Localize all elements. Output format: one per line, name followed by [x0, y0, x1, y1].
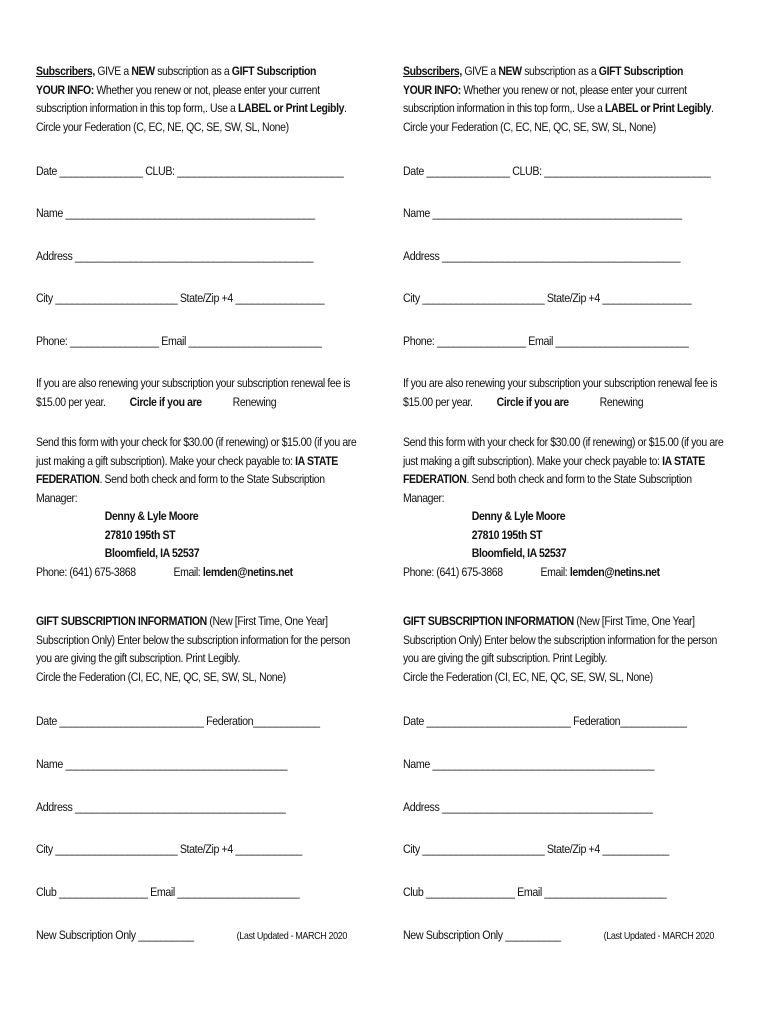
date-club-field[interactable]: Date _______________ CLUB: ______________________________	[36, 164, 344, 178]
intro-text: .	[711, 101, 714, 115]
gift-text: Subscription Only) Enter below the subscription information for the person	[403, 632, 717, 647]
renewal-fee: $15.00 per year.	[403, 394, 473, 409]
new-label: NEW	[131, 64, 155, 78]
manager-phone: Phone: (641) 675-3868	[36, 564, 136, 579]
gift-text: you are giving the gift subscription. Print Legibly.	[36, 651, 240, 665]
payee-label: IA STATE	[295, 453, 338, 468]
manager-street: 27810 195th ST	[104, 527, 176, 542]
gift-heading: GIFT SUBSCRIPTION INFORMATION	[36, 614, 207, 628]
new-subscription-blank[interactable]: New Subscription Only __________	[403, 928, 561, 942]
manager-email: lemden@netins.net	[569, 564, 660, 579]
manager-email: lemden@netins.net	[202, 564, 293, 579]
date-club-field[interactable]: Date _______________ CLUB: ______________________________	[403, 164, 711, 178]
send-block	[36, 433, 408, 581]
gift-text: Subscription Only) Enter below the subscription information for the person	[36, 632, 350, 647]
subscribers-label: Subscribers,	[403, 64, 462, 78]
circle-federation-text: Circle your Federation (C, EC, NE, QC, SE, SW, SL, None)	[403, 119, 656, 134]
intro-text: subscription information in this top form,. Use a	[36, 101, 239, 115]
gift-address-field[interactable]: Address ______________________________________	[403, 800, 653, 814]
renewal-text: If you are also renewing your subscription your subscription renewal fee is	[36, 376, 351, 390]
gift-info-block	[36, 612, 401, 686]
your-info-label: YOUR INFO:	[36, 82, 94, 97]
gift-name-field[interactable]: Name ________________________________________	[36, 757, 288, 771]
email-label: Email:	[540, 564, 570, 579]
name-field[interactable]: Name _____________________________________________	[403, 206, 682, 220]
renewal-fee: $15.00 per year.	[36, 394, 106, 409]
renewing-option: Renewing	[599, 394, 644, 409]
gift-address-field[interactable]: Address ______________________________________	[36, 800, 286, 814]
intro-text: subscription information in this top form,. Use a	[403, 101, 606, 115]
renewal-block	[36, 374, 401, 411]
manager-name: Denny & Lyle Moore	[104, 509, 199, 523]
name-field[interactable]: Name _____________________________________________	[36, 206, 315, 220]
manager-city: Bloomfield, IA 52537	[471, 546, 567, 560]
new-subscription-field[interactable]	[36, 928, 347, 942]
email-label: Email:	[173, 564, 203, 579]
intro-text: GIVE a	[461, 64, 499, 78]
label-print-label: LABEL or Print Legibly	[238, 101, 345, 115]
renewal-text: If you are also renewing your subscription your subscription renewal fee is	[403, 376, 718, 390]
intro-text: Whether you renew or not, please enter your current	[460, 82, 687, 97]
address-field[interactable]: Address ___________________________________________	[36, 249, 314, 263]
send-text: . Send both check and form to the State Subscription	[466, 472, 692, 486]
city-state-field[interactable]: City ______________________ State/Zip +4 ________________	[403, 291, 692, 305]
city-state-field[interactable]: City ______________________ State/Zip +4 ________________	[36, 291, 325, 305]
intro-block	[403, 62, 743, 136]
send-text: just making a gift subscription). Make your check payable to:	[36, 453, 296, 468]
new-subscription-blank[interactable]: New Subscription Only __________	[36, 928, 194, 942]
circle-if-label: Circle if you are	[496, 394, 569, 409]
circle-if-label: Circle if you are	[129, 394, 202, 409]
phone-email-field[interactable]: Phone: ________________ Email ________________________	[36, 334, 322, 348]
last-updated-note: (Last Updated - MARCH 2020	[236, 930, 348, 942]
intro-block	[36, 62, 376, 136]
intro-text: subscription as a	[154, 64, 232, 78]
intro-text: Whether you renew or not, please enter your current	[93, 82, 320, 97]
gift-subscription-label: GIFT Subscription	[598, 64, 684, 78]
send-text: just making a gift subscription). Make your check payable to:	[403, 453, 663, 468]
payee-label: FEDERATION	[403, 472, 467, 486]
gift-date-federation-field[interactable]: Date __________________________ Federation____________	[36, 714, 320, 728]
last-updated-note: (Last Updated - MARCH 2020	[603, 930, 715, 942]
payee-label: IA STATE	[662, 453, 705, 468]
gift-date-federation-field[interactable]: Date __________________________ Federation____________	[403, 714, 687, 728]
intro-text: GIVE a	[94, 64, 132, 78]
gift-text: you are giving the gift subscription. Print Legibly.	[403, 651, 607, 665]
form-copy-right	[403, 62, 743, 942]
gift-city-state-field[interactable]: City ______________________ State/Zip +4 ____________	[36, 842, 302, 856]
your-info-label: YOUR INFO:	[403, 82, 461, 97]
renewing-option: Renewing	[232, 394, 277, 409]
gift-name-field[interactable]: Name ________________________________________	[403, 757, 655, 771]
label-print-label: LABEL or Print Legibly	[605, 101, 712, 115]
payee-label: FEDERATION	[36, 472, 100, 486]
gift-city-state-field[interactable]: City ______________________ State/Zip +4 ____________	[403, 842, 669, 856]
new-subscription-field[interactable]	[403, 928, 714, 942]
address-field[interactable]: Address ___________________________________________	[403, 249, 681, 263]
gift-subscription-label: GIFT Subscription	[231, 64, 317, 78]
form-copy-left	[36, 62, 376, 942]
new-label: NEW	[498, 64, 522, 78]
manager-label: Manager:	[403, 490, 445, 505]
manager-label: Manager:	[36, 490, 78, 505]
gift-heading: GIFT SUBSCRIPTION INFORMATION	[403, 614, 574, 628]
send-text: Send this form with your check for $30.00 (if renewing) or $15.00 (if you are	[36, 435, 357, 449]
renewal-block	[403, 374, 768, 411]
gift-club-email-field[interactable]: Club ________________ Email ______________________	[403, 885, 667, 899]
send-block	[403, 433, 770, 581]
intro-text: .	[344, 101, 347, 115]
manager-phone: Phone: (641) 675-3868	[403, 564, 503, 579]
gift-text: Circle the Federation (CI, EC, NE, QC, SE, SW, SL, None)	[36, 669, 286, 684]
send-text: . Send both check and form to the State Subscription	[99, 472, 325, 486]
circle-federation-text: Circle your Federation (C, EC, NE, QC, SE, SW, SL, None)	[36, 119, 289, 134]
intro-text: subscription as a	[521, 64, 599, 78]
gift-text: Circle the Federation (CI, EC, NE, QC, SE, SW, SL, None)	[403, 669, 653, 684]
gift-text: (New [First Time, One Year]	[206, 614, 328, 628]
gift-text: (New [First Time, One Year]	[573, 614, 695, 628]
manager-name: Denny & Lyle Moore	[471, 509, 566, 523]
phone-email-field[interactable]: Phone: ________________ Email ________________________	[403, 334, 689, 348]
manager-city: Bloomfield, IA 52537	[104, 546, 200, 560]
gift-club-email-field[interactable]: Club ________________ Email ______________________	[36, 885, 300, 899]
send-text: Send this form with your check for $30.00 (if renewing) or $15.00 (if you are	[403, 435, 724, 449]
gift-info-block	[403, 612, 768, 686]
subscribers-label: Subscribers,	[36, 64, 95, 78]
manager-street: 27810 195th ST	[471, 527, 543, 542]
